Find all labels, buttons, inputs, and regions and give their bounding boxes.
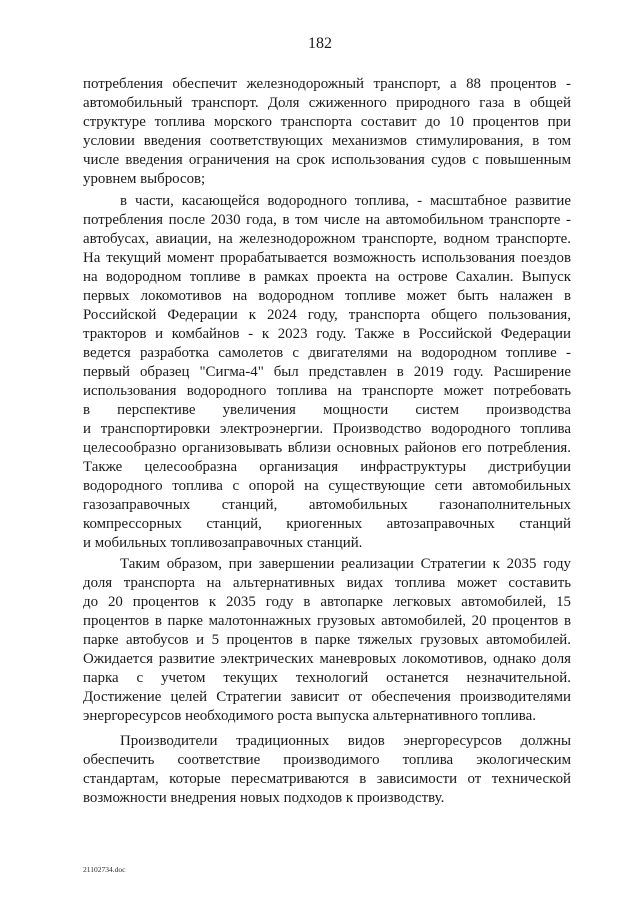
text-line: возможности внедрения новых подходов к производству. (83, 790, 445, 806)
text-line: Российской Федерации к 2024 году, транспорта общего пользования, (83, 307, 571, 323)
text-line: Достижение целей Стратегии зависит от обеспечения производителями (83, 689, 571, 705)
text-line: автобусах, авиации, на железнодорожном транспорте, водном транспорте. (83, 231, 571, 247)
paragraph (83, 555, 571, 726)
text-line: до 20 процентов к 2035 году в автопарке легковых автомобилей, 15 (83, 594, 571, 610)
text-line: ведется разработка самолетов с двигателями на водородном топливе - (83, 345, 571, 361)
text-line: в перспективе увеличения мощности систем производства (83, 402, 571, 418)
text-line: условии введения соответствующих механизмов стимулирования, в том (83, 133, 571, 149)
text-line: тракторов и комбайнов - к 2023 году. Также в Российской Федерации (83, 326, 571, 342)
paragraph (83, 75, 571, 189)
text-line: первых локомотивов на водородном топливе может быть налажен в (83, 288, 571, 304)
text-line: потребления обеспечит железнодорожный транспорт, а 88 процентов - (83, 76, 571, 92)
paragraph (83, 192, 571, 553)
text-line: парке автобусов и 5 процентов в парке тяжелых грузовых автомобилей. (83, 632, 571, 648)
text-line: водородного топлива с опорой на существующие сети автомобильных (83, 478, 571, 494)
document-body (83, 75, 571, 808)
text-line: в части, касающейся водородного топлива, - масштабное развитие (120, 193, 571, 209)
text-line: использования водородного топлива на транспорте может потребовать (83, 383, 571, 399)
text-line: первый образец "Сигма-4" был представлен в 2019 году. Расширение (83, 364, 571, 380)
text-line: энергоресурсов необходимого роста выпуска альтернативного топлива. (83, 708, 536, 724)
text-line: и мобильных топливозаправочных станций. (83, 535, 363, 551)
text-line: газозаправочных станций, автомобильных газонаполнительных (83, 497, 571, 513)
text-line: на водородном топливе в рамках проекта на острове Сахалин. Выпуск (83, 269, 571, 285)
text-line: потребления после 2030 года, в том числе на автомобильном транспорте - (83, 212, 571, 228)
text-line: Также целесообразна организация инфраструктуры дистрибуции (83, 459, 571, 475)
text-line: числе введения ограничения на срок использования судов с повышенным (83, 152, 571, 168)
text-line: компрессорных станций, криогенных автозаправочных станций (83, 516, 571, 532)
text-line: автомобильный транспорт. Доля сжиженного природного газа в общей (83, 95, 571, 111)
text-line: доля транспорта на альтернативных видах топлива может составить (83, 575, 571, 591)
text-line: обеспечить соответствие производимого топлива экологическим (83, 752, 571, 768)
text-line: Ожидается развитие электрических маневровых локомотивов, однако доля (83, 651, 571, 667)
text-line: На текущий момент прорабатывается возможность использования поездов (83, 250, 571, 266)
text-line: Производители традиционных видов энергоресурсов должны (120, 733, 571, 749)
text-line: процентов в парке малотоннажных грузовых автомобилей, 20 процентов в (83, 613, 571, 629)
text-line: парка с учетом текущих технологий останется незначительной. (83, 670, 571, 686)
text-line: целесообразно организовывать вблизи основных районов его потребления. (83, 440, 571, 456)
footer-filename: 21102734.doc (83, 865, 126, 874)
page-number: 182 (308, 35, 332, 52)
text-line: и транспортировки электроэнергии. Производство водородного топлива (83, 421, 571, 437)
text-line: уровнем выбросов; (83, 171, 206, 187)
text-line: стандартам, которые пересматриваются в зависимости от технической (83, 771, 571, 787)
text-line: Таким образом, при завершении реализации Стратегии к 2035 году (120, 556, 571, 572)
text-line: структуре топлива морского транспорта составит до 10 процентов при (83, 114, 571, 130)
paragraph (83, 732, 571, 808)
